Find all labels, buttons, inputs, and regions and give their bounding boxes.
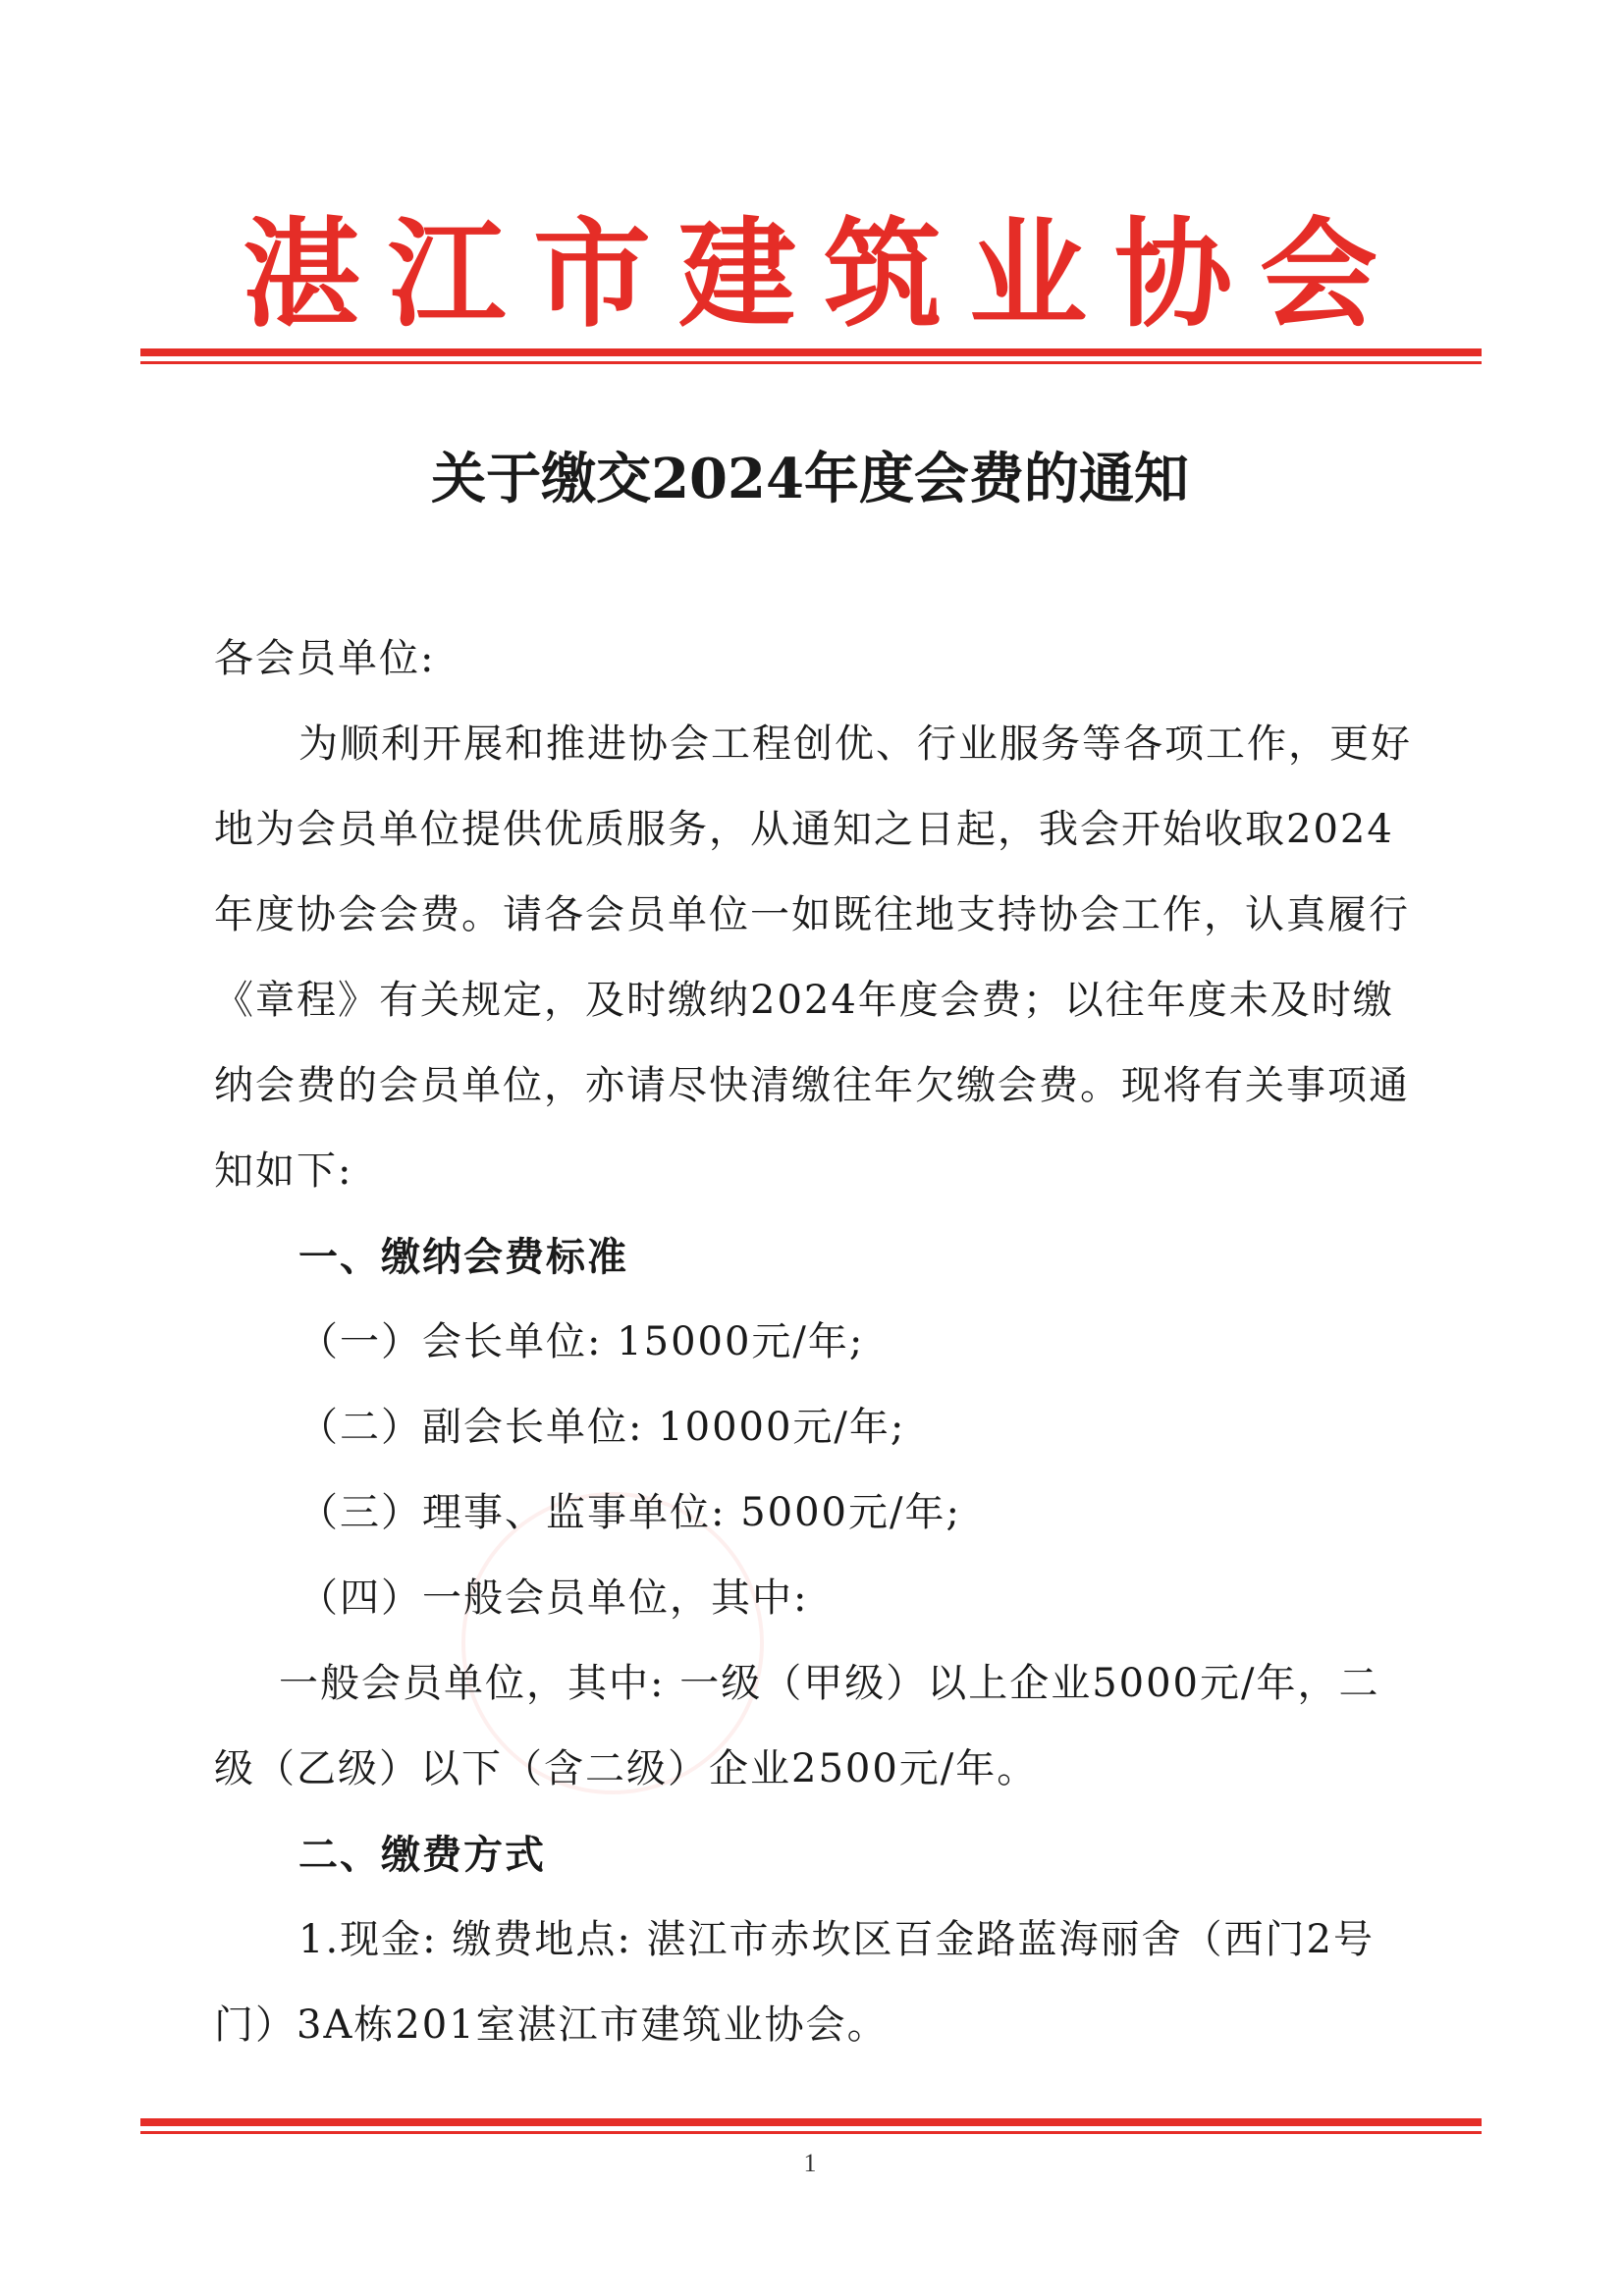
- page-number: 1: [803, 2149, 817, 2177]
- document-body: [214, 616, 1414, 2068]
- salutation: 各会员单位:: [214, 636, 436, 681]
- section1-heading: 一、缴纳会费标准: [298, 1234, 628, 1280]
- fee-detail-paragraph: 一般会员单位，其中: 一级（甲级）以上企业5000元/年，二级（乙级）以下（含二级）企业2500元/年。: [214, 1661, 1380, 1791]
- fee-item-general-member: （四）一般会员单位，其中:: [298, 1575, 809, 1621]
- document-title: 关于缴交2024年度会费的通知: [431, 447, 1189, 511]
- fee-item-president: （一）会长单位: 15000元/年;: [298, 1319, 865, 1364]
- intro-paragraph: 为顺利开展和推进协会工程创优、行业服务等各项工作，更好地为会员单位提供优质服务，从通知之日起，我会开始收取2024年度协会会费。请各会员单位一如既往地支持协会工作，认真履行《章程》有关规定，及时缴纳2024年度会费；以往年度未及时缴纳会费的会员单位，亦请尽快清缴往年欠缴会费。现将有关事项通知如下:: [214, 721, 1412, 1194]
- letterhead-rule-thick: [140, 348, 1482, 356]
- letterhead-rule-thin: [140, 361, 1482, 364]
- fee-item-director: （三）理事、监事单位: 5000元/年;: [298, 1490, 961, 1535]
- section2-heading: 二、缴费方式: [298, 1832, 546, 1878]
- organization-letterhead: 湛江市建筑业协会: [243, 205, 1405, 344]
- payment-cash-paragraph: 1.现金: 缴费地点: 湛江市赤坎区百金路蓝海丽舍（西门2号门）3A栋201室湛江市建筑业协会。: [214, 1917, 1375, 2048]
- footer-rule-thin: [140, 2131, 1482, 2134]
- footer-rule-thick: [140, 2118, 1482, 2126]
- fee-item-vice-president: （二）副会长单位: 10000元/年;: [298, 1405, 906, 1450]
